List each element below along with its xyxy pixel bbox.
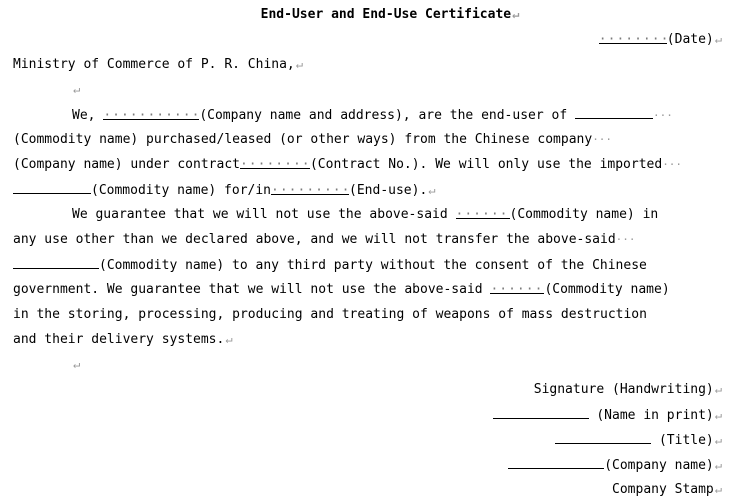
para2-text: any use other than we declared above, and we will not transfer the above-said: [13, 232, 616, 247]
para1-text: (Company name) under contract: [13, 157, 240, 172]
commodity-name-blank[interactable]: [575, 102, 653, 119]
signature-label: Signature (Handwriting): [533, 382, 714, 397]
para2-text: (Commodity name) in: [509, 207, 659, 222]
company-name-address-blank[interactable]: ···········: [103, 103, 199, 120]
document-title: End-User and End-Use Certificate: [260, 7, 512, 22]
para1-line4: [13, 177, 735, 202]
paragraph-mark-icon: ↵: [714, 482, 722, 496]
para1-text: (Contract No.). We will only use the imported: [309, 157, 663, 172]
para2-line1: [72, 202, 735, 227]
company-name-label: (Company name): [604, 458, 714, 473]
empty-line: [72, 352, 735, 377]
para1-line1: We, ···········(Company name and address), are the end-user of ···: [72, 102, 735, 127]
para1-line3: (Company name) under contract········(Contract No.). We will only use the imported···: [13, 152, 735, 177]
signature-line: [0, 377, 722, 402]
paragraph-mark-icon: ↵: [428, 183, 436, 197]
para2-text: We guarantee that we will not use the above-said: [72, 207, 448, 222]
para2-line2: any use other than we declared above, and we will not transfer the above-said···: [13, 232, 636, 247]
date-label: (Date): [666, 32, 714, 47]
paragraph-mark-icon: ↵: [295, 57, 303, 71]
title-line: [0, 427, 722, 452]
name-in-print-line: [0, 402, 722, 427]
company-stamp-line: [0, 477, 722, 502]
para1-text: (Company name and address), are the end-user of: [199, 108, 568, 123]
para1-text: (Commodity name) for/in: [91, 183, 272, 198]
name-in-print-blank[interactable]: [493, 402, 589, 419]
para2-line3: [13, 252, 735, 277]
commodity-name-blank[interactable]: ······: [456, 202, 510, 219]
title-blank[interactable]: [555, 427, 651, 444]
paragraph-mark-icon: ↵: [714, 458, 722, 472]
para2-text: and their delivery systems.: [13, 332, 225, 347]
end-use-blank[interactable]: ·········: [271, 178, 349, 195]
paragraph-mark-icon: ↵: [714, 408, 722, 422]
company-name-blank[interactable]: [508, 452, 604, 469]
commodity-name-blank[interactable]: ······: [490, 277, 544, 294]
para2-line5: [13, 302, 735, 327]
empty-line: [72, 77, 735, 102]
paragraph-mark-icon: ↵: [73, 357, 81, 371]
para2-text: in the storing, processing, producing and treating of weapons of mass destruction: [13, 307, 647, 322]
paragraph-mark-icon: ↵: [714, 433, 722, 447]
para2-line6: [13, 327, 735, 352]
name-in-print-label: (Name in print): [596, 408, 714, 423]
addressee-line: [13, 52, 735, 77]
contract-no-blank[interactable]: ········: [240, 152, 310, 169]
para1-text: We,: [72, 108, 96, 123]
commodity-name-blank[interactable]: [13, 177, 91, 194]
para1-line2: (Commodity name) purchased/leased (or other ways) from the Chinese company···: [13, 132, 613, 147]
para2-text: (Commodity name) to any third party without the consent of the Chinese: [99, 258, 647, 273]
date-line: [0, 27, 722, 52]
paragraph-mark-icon: ↵: [73, 82, 81, 96]
para1-text: (End-use).: [349, 183, 428, 198]
para2-text: government. We guarantee that we will not use the above-said: [13, 282, 483, 297]
company-stamp-label: Company Stamp: [612, 482, 714, 497]
paragraph-mark-icon: ↵: [512, 7, 520, 21]
paragraph-mark-icon: ↵: [225, 332, 233, 346]
commodity-name-blank[interactable]: [13, 252, 99, 269]
para2-line4: [13, 277, 735, 302]
company-name-line: [0, 452, 722, 477]
title-label: (Title): [658, 433, 714, 448]
document-title-line: [0, 2, 740, 27]
date-blank[interactable]: ········: [599, 27, 667, 44]
para1-text: (Commodity name) purchased/leased (or other ways) from the Chinese company: [13, 132, 593, 147]
para2-text: (Commodity name): [544, 282, 670, 297]
paragraph-mark-icon: ↵: [714, 382, 722, 396]
paragraph-mark-icon: ↵: [714, 32, 722, 46]
addressee: Ministry of Commerce of P. R. China,: [13, 57, 295, 72]
